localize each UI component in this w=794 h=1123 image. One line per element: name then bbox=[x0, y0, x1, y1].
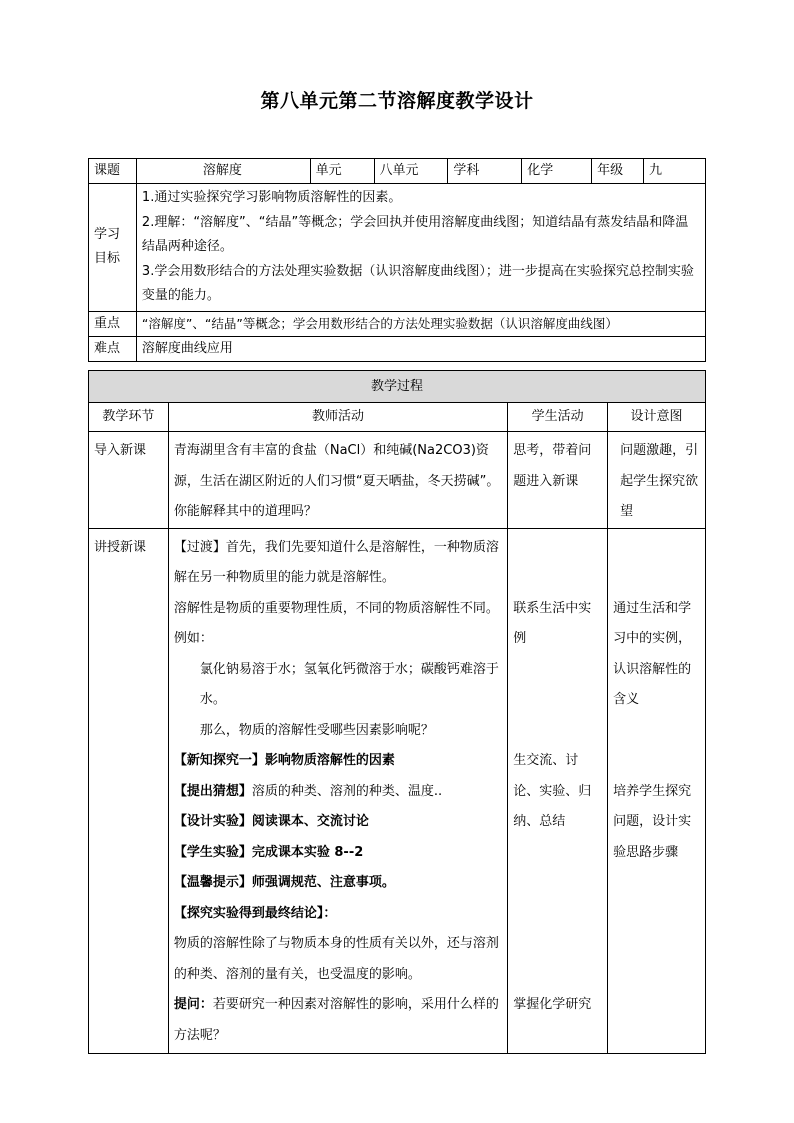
grade-label: 年级 bbox=[592, 159, 644, 184]
lecture-stage: 讲授新课 bbox=[89, 528, 169, 1053]
grade-value: 九 bbox=[644, 159, 706, 184]
objectives bbox=[136, 184, 705, 312]
student-activity-2: 生交流、讨论、实验、归纳、总结 bbox=[513, 753, 592, 829]
page-title: 第八单元第二节溶解度教学设计 bbox=[260, 90, 534, 112]
unit-label: 单元 bbox=[310, 159, 374, 184]
subject-value: 化学 bbox=[522, 159, 592, 184]
header-teacher: 教师活动 bbox=[168, 403, 507, 432]
objective-3: 3.学会用数形结合的方法处理实验数据（认识溶解度曲线图）；进一步提高在实验探究总控制实验变量的能力。 bbox=[141, 263, 694, 303]
teaching-process-table bbox=[88, 370, 706, 1054]
process-banner: 教学过程 bbox=[89, 371, 706, 403]
table-row bbox=[89, 432, 706, 529]
lecture-student bbox=[508, 528, 608, 1053]
paragraph: 氯化钠易溶于水；氢氧化钙微溶于水；碳酸钙难溶于水。 bbox=[199, 661, 499, 707]
intro-stage: 导入新课 bbox=[89, 432, 169, 529]
table-row bbox=[89, 528, 706, 1053]
topic-label: 课题 bbox=[89, 159, 137, 184]
lesson-info-table bbox=[88, 158, 706, 362]
transition-paragraph: 【过渡】首先，我们先要知道什么是溶解性，一种物质溶解在另一种物质里的能力就是溶解性。 bbox=[173, 539, 499, 585]
header-intent: 设计意图 bbox=[608, 403, 706, 432]
difficulty-value: 溶解度曲线应用 bbox=[136, 336, 705, 361]
header-stage: 教学环节 bbox=[89, 403, 169, 432]
conclusion-tag: 【探究实验得到最终结论】： bbox=[173, 905, 337, 921]
objective-1: 1.通过实验探究学习影响物质溶解性的因素。 bbox=[141, 190, 402, 205]
design-line: 【设计实验】阅读课本、交流讨论 bbox=[173, 814, 369, 829]
student-activity-3: 掌握化学研究 bbox=[513, 997, 592, 1012]
topic-value: 溶解度 bbox=[136, 159, 310, 184]
header-student: 学生活动 bbox=[508, 403, 608, 432]
subject-label: 学科 bbox=[448, 159, 522, 184]
paragraph: 溶解性是物质的重要物理性质，不同的物质溶解性不同。例如： bbox=[173, 600, 499, 646]
keypoint-value: “溶解度”、“结晶”等概念；学会用数形结合的方法处理实验数据（认识溶解度曲线图） bbox=[136, 311, 705, 336]
intro-intent: 问题激趣，引起学生探究欲望 bbox=[608, 432, 706, 529]
objective-2: 2.理解：“溶解度”、“结晶”等概念；学会回执并使用溶解度曲线图；知道结晶有蒸发结晶和降温结晶两种途径。 bbox=[141, 214, 689, 254]
difficulty-label: 难点 bbox=[89, 336, 137, 361]
lecture-teacher: 【过渡】首先，我们先要知道什么是溶解性，一种物质溶解在另一种物质里的能力就是溶解性。 溶解性是物质的重要物理性质，不同的物质溶解性不同。例如： 氯化钠易溶于水；氢氧化钙微溶于水；碳酸钙难溶于水。 那么，物质的溶解性受哪些因素影响呢？ 【新知探究一】影响物质溶解性的因素 【提出猜想】溶质的种类、溶剂的种类、温度.. 【设计实验】阅读课本、交流讨论 【学生实验】完成课本实验 8--2 【温馨提示】师强调规范、注意事项。 【探究实验得到最终结论】： 物质的溶解性除了与物质本身的性质有关以外，还与溶剂的种类、溶剂的量有关，也受温度的影响。 提问：若要研究一种因素对溶解性的影响，采用什么样的方法呢？ bbox=[168, 528, 507, 1053]
intent-2: 培养学生探究问题，设计实验思路步骤 bbox=[613, 783, 692, 860]
question-tag: 提问： bbox=[173, 997, 213, 1012]
paragraph: 那么，物质的溶解性受哪些因素影响呢？ bbox=[199, 722, 434, 738]
tip-line: 【温馨提示】师强调规范、注意事项。 bbox=[173, 875, 395, 890]
lecture-intent bbox=[608, 528, 706, 1053]
student-activity-1: 联系生活中实例 bbox=[513, 600, 592, 646]
intro-teacher: 青海湖里含有丰富的食盐（NaCl）和纯碱(Na2CO3)资源，生活在湖区附近的人们习惯“夏天晒盐，冬天捞碱”。你能解释其中的道理吗？ bbox=[168, 432, 507, 529]
intro-student: 思考，带着问题进入新课 bbox=[508, 432, 608, 529]
objectives-label: 学习目标 bbox=[89, 184, 137, 312]
section-heading: 【新知探究一】影响物质溶解性的因素 bbox=[173, 753, 395, 768]
guess-tag: 【提出猜想】 bbox=[173, 783, 252, 799]
transition-tag: 【过渡】 bbox=[173, 539, 226, 555]
intent-1: 通过生活和学习中的实例，认识溶解性的含义 bbox=[613, 600, 692, 707]
experiment-line: 【学生实验】完成课本实验 8--2 bbox=[173, 844, 364, 860]
unit-value: 八单元 bbox=[374, 159, 448, 184]
keypoint-label: 重点 bbox=[89, 311, 137, 336]
conclusion-text: 物质的溶解性除了与物质本身的性质有关以外，还与溶剂的种类、溶剂的量有关，也受温度的影响。 bbox=[173, 936, 499, 982]
